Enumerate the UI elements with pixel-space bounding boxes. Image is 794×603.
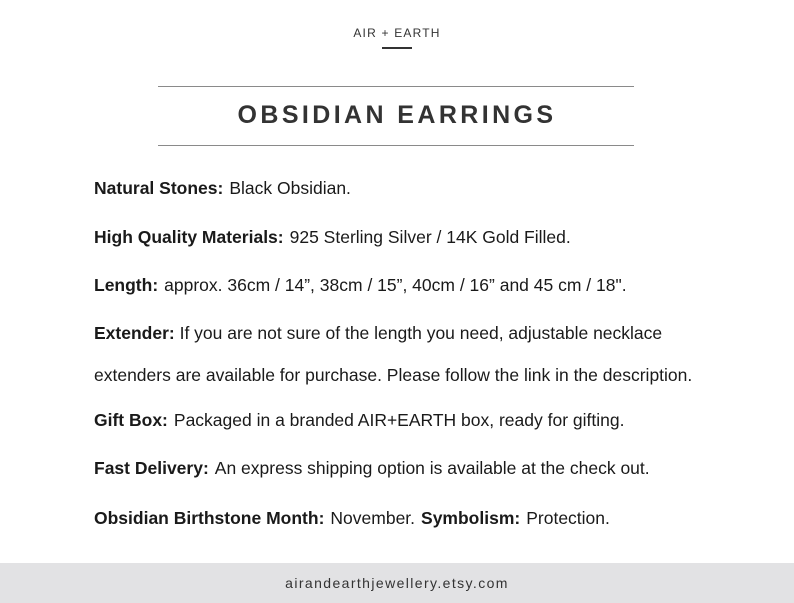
spec-value: Packaged in a branded AIR+EARTH box, ready for gifting. (173, 410, 625, 430)
spec-value: November. (330, 508, 416, 528)
spec-gift-box (94, 409, 624, 431)
spec-extender-continuation: extenders are available for purchase. Please follow the link in the description. (94, 365, 693, 385)
spec-label: High Quality Materials: (94, 227, 284, 247)
spec-birthstone (94, 507, 610, 529)
spec-label: Natural Stones: (94, 178, 224, 198)
spec-value: An express shipping option is available at the check out. (214, 458, 650, 478)
page-title: OBSIDIAN EARRINGS (237, 101, 557, 129)
spec-value-symbolism: Protection. (526, 508, 610, 528)
spec-extender (94, 322, 662, 344)
spec-value: Black Obsidian. (229, 178, 351, 198)
brand-logo: AIR + EARTH (353, 26, 441, 40)
brand-underline (382, 47, 412, 49)
divider-top (158, 86, 634, 87)
spec-natural-stones (94, 177, 351, 199)
spec-label: Obsidian Birthstone Month: (94, 508, 325, 528)
spec-label: Gift Box: (94, 410, 168, 430)
spec-label: Length: (94, 275, 159, 295)
spec-length (94, 274, 627, 296)
divider-bottom (158, 145, 634, 146)
spec-label-symbolism: Symbolism: (421, 508, 521, 528)
spec-value: approx. 36cm / 14”, 38cm / 15”, 40cm / 16” and 45 cm / 18". (164, 275, 627, 295)
shop-url: airandearthjewellery.etsy.com (285, 575, 509, 591)
footer-bar (0, 563, 794, 603)
spec-value: 925 Sterling Silver / 14K Gold Filled. (289, 227, 571, 247)
spec-value: If you are not sure of the length you need, adjustable necklace (179, 323, 663, 343)
spec-materials (94, 226, 571, 248)
spec-label: Fast Delivery: (94, 458, 209, 478)
spec-fast-delivery (94, 457, 650, 479)
spec-label: Extender: (94, 323, 175, 343)
